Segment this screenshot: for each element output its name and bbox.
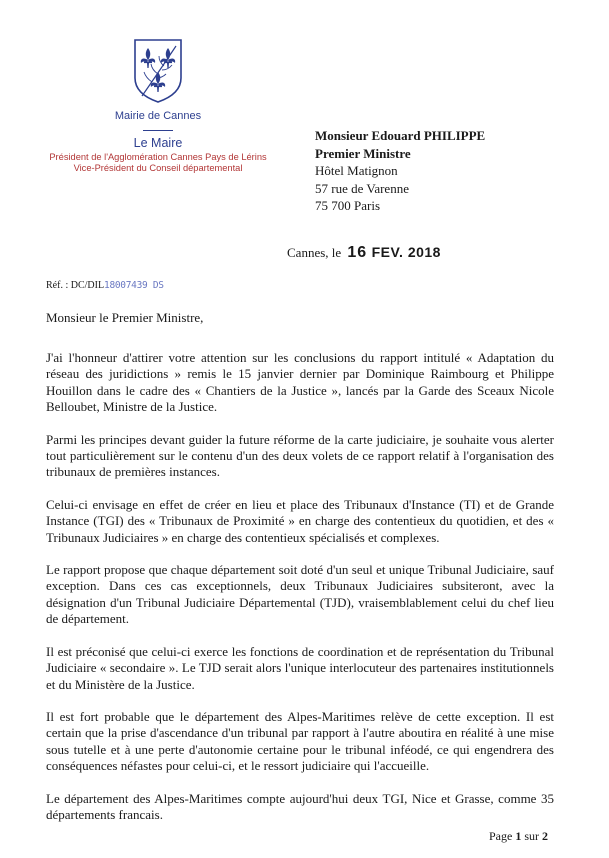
body-paragraph: Parmi les principes devant guider la future réforme de la carte judiciaire, je souhaite vous alerter tout particulièrement sur le contenu d'un des deux volets de ce rapport relatif à l'organisation des tribunaux de premières instances.	[46, 431, 554, 480]
reference-handwritten-number: 18007439 DS	[104, 280, 164, 291]
body-paragraph: Le département des Alpes-Maritimes compte aujourd'hui deux TGI, Nice et Grasse, comme 35 départements francais.	[46, 790, 554, 822]
body-paragraph: Le rapport propose que chaque département soit doté d'un seul et unique Tribunal Judiciaire, sauf exception. Dans ces cas exceptionnels, deux Tribunaux Judiciaires subsiteront, avec la désignation d'un Tribunal Judiciaire Départemental (TJD), vraisemblablement celui du chef lieu de département.	[46, 562, 554, 627]
body-paragraph: Il est fort probable que le département des Alpes-Maritimes relève de cette exception. Il est certain que la prise d'ascendance d'un tribunal par rapport à l'autre aboutira en réalité à une mise sous tutelle et à une perte d'autonomie certaine pour le tribunal inféodé, ce qui engendrera des conséquences néfastes pour celui-ci, et le ressort judiciaire qui l'accueille.	[46, 708, 554, 774]
recipient-address-block	[315, 127, 485, 215]
reference-label: Réf. : DC/DIL	[46, 280, 105, 291]
date-stamp	[347, 244, 441, 260]
mayor-function-line: Vice-Président du Conseil départemental	[73, 163, 243, 173]
town-hall-name: Mairie de Cannes	[114, 110, 202, 122]
recipient-function: Premier Ministre	[315, 145, 411, 161]
letterhead-divider	[143, 130, 173, 131]
date-line	[287, 244, 441, 262]
page-of-word: sur	[524, 829, 539, 843]
date-place: Cannes, le	[287, 245, 342, 260]
page-number	[489, 829, 548, 844]
reference-line	[46, 280, 164, 291]
recipient-address-line: 75 700 Paris	[315, 198, 380, 213]
body-paragraph: Celui-ci envisage en effet de créer en lieu et place des Tribunaux d'Instance (TI) et de Grande Instance (TGI) des « Tribunaux de Proximité » en charge des contentieux du quotidien, et des « Tribunaux Judiciaires » en charge des contentieux spécialisés et complexes.	[46, 496, 554, 545]
recipient-address-line: Hôtel Matignon	[315, 163, 398, 178]
recipient-name: Monsieur Edouard PHILIPPE	[315, 128, 486, 143]
mayor-function-line: Président de l'Agglomération Cannes Pays de Lérins	[49, 152, 267, 162]
page-word: Page	[489, 829, 513, 843]
body-paragraph: J'ai l'honneur d'attirer votre attention sur les conclusions du rapport intitulé « Adaptation du réseau des juridictions » remis le 15 janvier dernier par Dominique Raimbourg et Philippe Houillon dans le cadre des « Chantiers de la Justice », lancés par la Garde des Sceaux Nicole Belloubet, Ministre de la Justice.	[46, 350, 554, 415]
cannes-coat-of-arms-icon	[132, 38, 184, 104]
mayor-functions	[40, 152, 276, 174]
recipient-address-line: 57 rue de Varenne	[315, 180, 409, 196]
date-stamp-month-year: FEV. 2018	[371, 244, 441, 260]
office-title: Le Maire	[133, 136, 183, 150]
letter-body	[46, 350, 554, 839]
page-total: 2	[542, 829, 548, 843]
page-current: 1	[515, 829, 522, 843]
date-stamp-day: 16	[347, 244, 368, 261]
body-paragraph: Il est préconisé que celui-ci exerce les fonctions de coordination et de représentation du Tribunal Judiciaire « secondaire ». Le TJD serait alors l'unique interlocuteur des partenaires institutionnels et du Ministère de la Justice.	[46, 643, 554, 692]
salutation: Monsieur le Premier Ministre,	[46, 310, 204, 325]
